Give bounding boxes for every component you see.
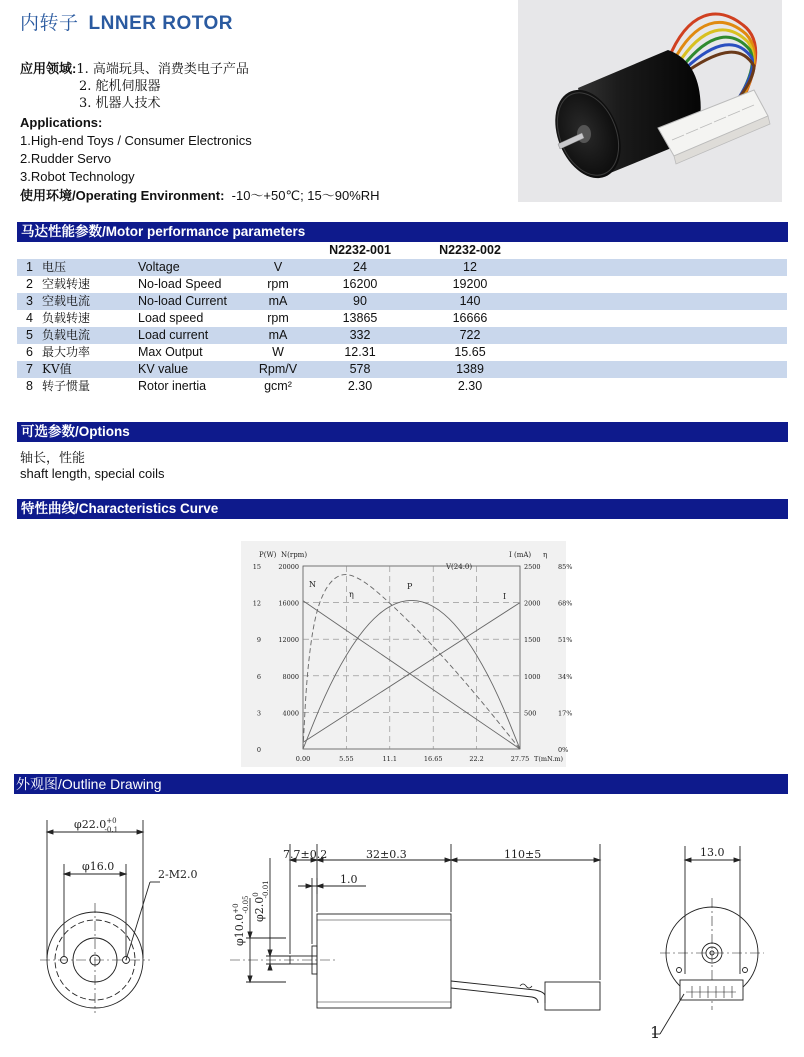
tick-label-i: 1500 <box>524 636 541 645</box>
tick-label-x: 0.00 <box>295 755 311 763</box>
series-label-p: P <box>407 582 413 591</box>
dim-front-dia: $\varphi 22.0^{+0}$ -0.1 <box>74 817 119 834</box>
row-en: Rotor inertia <box>138 379 207 393</box>
row-en: KV value <box>138 361 246 378</box>
row-no: 8 <box>26 379 33 393</box>
row-en: No-load Speed <box>138 277 222 291</box>
motor-photo <box>518 0 782 202</box>
table-row <box>17 310 787 327</box>
table-row <box>17 293 787 310</box>
table-row <box>17 276 787 293</box>
tick-label-eta: 85% <box>558 563 573 571</box>
row-value-001: 24 <box>310 259 410 276</box>
dim-holes: 2-M2.0 <box>158 868 198 881</box>
applications-en-item-3: 3.Robot Technology <box>20 169 135 184</box>
series-I-line <box>303 603 520 743</box>
row-en: Voltage <box>138 259 246 276</box>
tick-label-i: 1000 <box>524 672 541 681</box>
svg-text:φ2.00-0.01: $\varphi 2.0^0$ -0.01 <box>252 880 270 922</box>
options-en: shaft length, special coils <box>20 466 165 481</box>
motor-body <box>317 914 451 1008</box>
svg-text:φ10.0+0-0.05: $\varphi 10.0^{+0}$ -0.05 <box>232 895 250 946</box>
row-no: 2 <box>26 277 33 291</box>
table-row <box>17 378 787 395</box>
dim-shaft-len: 7.7±0.2 <box>283 848 328 861</box>
row-unit: mA <box>246 293 310 310</box>
series-label-n: N <box>309 580 316 589</box>
applications-zh-item-1: 1. 高端玩具、消费类电子产品 <box>76 62 249 77</box>
model-header: N2232-001 <box>329 243 391 257</box>
row-value-002: 140 <box>410 293 530 310</box>
tick-label-n: 8000 <box>282 672 299 681</box>
dim-lead-len: 110±5 <box>504 848 542 861</box>
tick-label-p: 3 <box>256 709 261 718</box>
row-unit: V <box>246 259 310 276</box>
tick-label-eta: 34% <box>558 672 573 681</box>
tick-label-x: 27.75 <box>510 755 530 763</box>
row-no: 4 <box>26 311 33 325</box>
row-value-001: 16200 <box>342 277 378 291</box>
motor-illustration <box>518 0 782 202</box>
tick-label-eta: 51% <box>558 636 573 645</box>
rear-connector <box>680 980 743 1000</box>
title-en: LNNER ROTOR <box>88 13 233 34</box>
dim-shaft-dia <box>252 880 270 922</box>
table-row <box>17 344 787 361</box>
front-view <box>40 817 197 1013</box>
row-zh: 最大功率 <box>42 345 91 359</box>
outline-drawing <box>0 798 804 1052</box>
row-value-001: 2.30 <box>347 379 373 393</box>
row-unit: mA <box>246 327 310 344</box>
applications-zh <box>20 60 249 79</box>
row-unit: rpm <box>267 277 289 291</box>
row-no: 7 <box>17 361 42 378</box>
axis-label-i: I (mA) <box>509 551 532 559</box>
tick-label-p: 15 <box>252 563 261 571</box>
applications-zh-item-3: 3. 机器人技术 <box>79 96 161 111</box>
tick-label-p: 12 <box>252 599 261 608</box>
tick-label-n: 4000 <box>282 709 299 718</box>
applications-en-item-1: 1.High-end Toys / Consumer Electronics <box>20 133 252 148</box>
dim-pitch: φ16.0 <box>82 860 115 873</box>
table-header-row <box>17 242 787 259</box>
row-zh: 转子惯量 <box>42 379 91 393</box>
side-view <box>230 844 600 1010</box>
axis-label-eta: η <box>543 551 548 559</box>
tick-label-eta: 68% <box>558 599 573 608</box>
section-header-curve: 特性曲线/Characteristics Curve <box>17 499 788 519</box>
options-zh: 轴长，性能 <box>20 451 86 466</box>
operating-environment <box>20 187 380 205</box>
section-header-outline <box>14 774 788 794</box>
tick-label-p: 6 <box>256 672 261 681</box>
callout-number: 1 <box>650 1023 661 1042</box>
tick-label-eta: 17% <box>558 709 573 718</box>
axis-label-x: T(mN.m) <box>534 755 564 763</box>
table-row <box>17 361 787 378</box>
row-zh: 空载转速 <box>42 277 91 291</box>
rear-hole <box>677 968 682 973</box>
connector <box>545 982 600 1010</box>
row-value-001: 12.31 <box>344 345 376 359</box>
row-zh: 负载转速 <box>42 311 91 325</box>
model-header: N2232-002 <box>439 243 501 257</box>
row-value-001: 90 <box>310 293 410 310</box>
applications-zh-item-2: 2. 舵机伺服器 <box>79 79 161 94</box>
section-header-performance: 马达性能参数/Motor performance parameters <box>17 222 788 242</box>
row-no: 6 <box>26 345 33 359</box>
row-zh: 电压 <box>42 259 138 276</box>
row-no: 5 <box>17 327 42 344</box>
row-no: 1 <box>17 259 42 276</box>
applications-en-item-2: 2.Rudder Servo <box>20 151 112 166</box>
page-title <box>20 8 233 35</box>
tick-label-i: 2000 <box>524 599 541 608</box>
axis-label-p: P(W) <box>259 551 277 559</box>
row-value-002: 722 <box>410 327 530 344</box>
applications-zh-label: 应用领域: <box>20 61 77 76</box>
env-label: 使用环境/Operating Environment: <box>20 188 225 203</box>
row-zh: 空载电流 <box>42 293 138 310</box>
tick-label-n: 20000 <box>278 563 299 571</box>
tick-label-x: 11.1 <box>382 755 398 763</box>
title-zh: 内转子 <box>20 12 79 34</box>
outline-title: 外观图/Outline Drawing <box>16 776 162 792</box>
tick-label-x: 16.65 <box>423 755 443 763</box>
row-unit: W <box>272 345 284 359</box>
tick-label-x: 5.55 <box>339 755 354 763</box>
table-row <box>17 259 787 276</box>
dim-connector-w: 13.0 <box>700 846 725 859</box>
row-unit: Rpm/V <box>246 361 310 378</box>
env-value: -10～+50℃; 15～90%RH <box>231 188 380 203</box>
row-value-002: 19200 <box>452 277 488 291</box>
row-value-001: 332 <box>310 327 410 344</box>
tick-label-p: 9 <box>256 636 261 645</box>
axis-label-n: N(rpm) <box>281 551 308 559</box>
tick-label-p: 0 <box>256 746 261 754</box>
row-no: 3 <box>17 293 42 310</box>
table-row <box>17 327 787 344</box>
section-header-options: 可选参数/Options <box>17 422 788 442</box>
row-value-001: 578 <box>310 361 410 378</box>
series-label-i: I <box>503 592 507 601</box>
dim-body-len: 32±0.3 <box>366 848 407 861</box>
tick-label-eta: 0% <box>558 746 569 754</box>
row-value-002: 2.30 <box>457 379 483 393</box>
applications-en-label: Applications: <box>20 115 103 130</box>
tick-label-i: 2500 <box>524 563 541 571</box>
row-unit: gcm² <box>264 379 292 393</box>
tick-label-i: 500 <box>524 709 537 718</box>
row-value-002: 12 <box>410 259 530 276</box>
rear-view <box>650 846 764 1042</box>
row-en: Max Output <box>138 345 203 359</box>
characteristics-chart <box>241 541 573 767</box>
row-zh: KV值 <box>42 361 138 378</box>
chart-title: V(24.0) <box>446 563 473 571</box>
parameters-table <box>17 242 787 395</box>
characteristics-chart-svg <box>241 541 573 767</box>
tick-label-x: 22.2 <box>469 755 484 763</box>
row-en: No-load Current <box>138 293 246 310</box>
row-zh: 负载电流 <box>42 327 138 344</box>
dim-pilot-len: 1.0 <box>340 873 358 886</box>
row-unit: rpm <box>267 311 289 325</box>
outline-drawing-svg <box>0 798 804 1052</box>
row-en: Load speed <box>138 311 204 325</box>
tick-label-n: 16000 <box>278 599 299 608</box>
row-value-002: 15.65 <box>454 345 486 359</box>
row-value-001: 13865 <box>342 311 378 325</box>
rear-hole <box>743 968 748 973</box>
row-en: Load current <box>138 327 246 344</box>
row-value-002: 16666 <box>452 311 488 325</box>
series-label-eta: η <box>349 590 354 599</box>
row-value-002: 1389 <box>410 361 530 378</box>
tick-label-n: 12000 <box>278 636 299 645</box>
